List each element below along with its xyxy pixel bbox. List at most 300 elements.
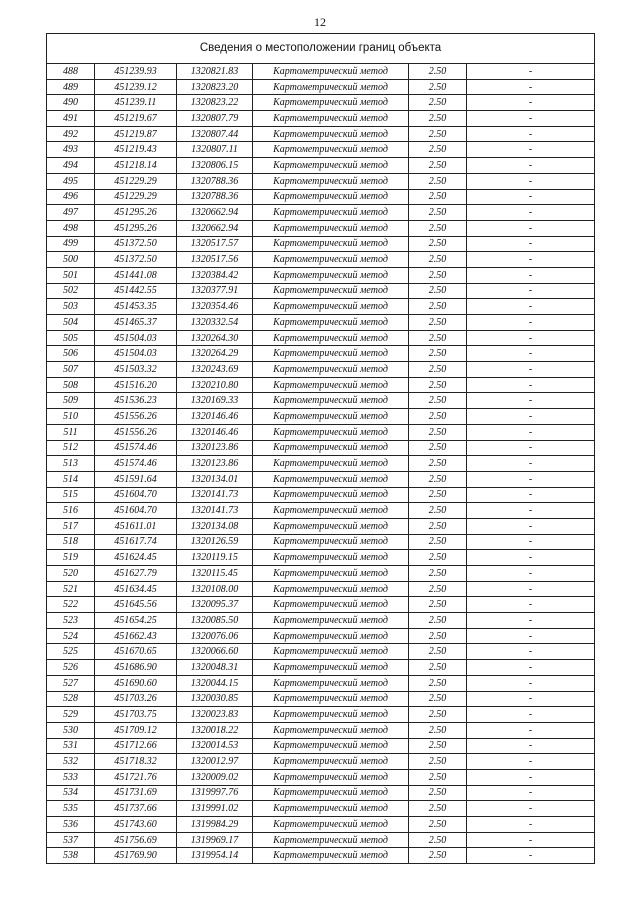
table-row [47, 722, 595, 738]
y-coordinate-cell: 1320377.91 [177, 283, 253, 299]
table-row [47, 173, 595, 189]
accuracy-cell: 2.50 [409, 675, 467, 691]
table-row [47, 644, 595, 660]
method-cell: Картометрический метод [253, 534, 409, 550]
y-coordinate-cell: 1320662.94 [177, 220, 253, 236]
point-number-cell: 531 [47, 738, 95, 754]
x-coordinate-cell: 451604.70 [95, 487, 177, 503]
method-cell: Картометрический метод [253, 581, 409, 597]
accuracy-cell: 2.50 [409, 267, 467, 283]
accuracy-cell: 2.50 [409, 424, 467, 440]
x-coordinate-cell: 451239.93 [95, 64, 177, 80]
point-number-cell: 500 [47, 252, 95, 268]
y-coordinate-cell: 1320126.59 [177, 534, 253, 550]
accuracy-cell: 2.50 [409, 785, 467, 801]
description-cell: - [467, 142, 595, 158]
table-row [47, 518, 595, 534]
table-row [47, 189, 595, 205]
x-coordinate-cell: 451712.66 [95, 738, 177, 754]
accuracy-cell: 2.50 [409, 597, 467, 613]
method-cell: Картометрический метод [253, 79, 409, 95]
y-coordinate-cell: 1320806.15 [177, 158, 253, 174]
x-coordinate-cell: 451604.70 [95, 503, 177, 519]
table-row [47, 142, 595, 158]
y-coordinate-cell: 1320807.11 [177, 142, 253, 158]
description-cell: - [467, 158, 595, 174]
table-row [47, 440, 595, 456]
method-cell: Картометрический метод [253, 471, 409, 487]
y-coordinate-cell: 1320009.02 [177, 769, 253, 785]
table-row [47, 550, 595, 566]
table-row [47, 848, 595, 864]
x-coordinate-cell: 451769.90 [95, 848, 177, 864]
x-coordinate-cell: 451591.64 [95, 471, 177, 487]
point-number-cell: 510 [47, 409, 95, 425]
table-row [47, 205, 595, 221]
method-cell: Картометрический метод [253, 236, 409, 252]
accuracy-cell: 2.50 [409, 158, 467, 174]
x-coordinate-cell: 451737.66 [95, 801, 177, 817]
accuracy-cell: 2.50 [409, 801, 467, 817]
y-coordinate-cell: 1320807.44 [177, 126, 253, 142]
accuracy-cell: 2.50 [409, 409, 467, 425]
x-coordinate-cell: 451453.35 [95, 299, 177, 315]
x-coordinate-cell: 451654.25 [95, 613, 177, 629]
y-coordinate-cell: 1320807.79 [177, 111, 253, 127]
point-number-cell: 535 [47, 801, 95, 817]
x-coordinate-cell: 451219.43 [95, 142, 177, 158]
accuracy-cell: 2.50 [409, 644, 467, 660]
y-coordinate-cell: 1320066.60 [177, 644, 253, 660]
accuracy-cell: 2.50 [409, 95, 467, 111]
method-cell: Картометрический метод [253, 738, 409, 754]
x-coordinate-cell: 451218.14 [95, 158, 177, 174]
point-number-cell: 528 [47, 691, 95, 707]
x-coordinate-cell: 451465.37 [95, 315, 177, 331]
point-number-cell: 515 [47, 487, 95, 503]
table-row [47, 801, 595, 817]
method-cell: Картометрический метод [253, 142, 409, 158]
table-row [47, 534, 595, 550]
method-cell: Картометрический метод [253, 785, 409, 801]
description-cell: - [467, 769, 595, 785]
accuracy-cell: 2.50 [409, 518, 467, 534]
accuracy-cell: 2.50 [409, 126, 467, 142]
point-number-cell: 538 [47, 848, 95, 864]
accuracy-cell: 2.50 [409, 111, 467, 127]
point-number-cell: 507 [47, 362, 95, 378]
description-cell: - [467, 628, 595, 644]
accuracy-cell: 2.50 [409, 566, 467, 582]
description-cell: - [467, 738, 595, 754]
accuracy-cell: 2.50 [409, 848, 467, 864]
y-coordinate-cell: 1320823.22 [177, 95, 253, 111]
table-row [47, 362, 595, 378]
accuracy-cell: 2.50 [409, 346, 467, 362]
y-coordinate-cell: 1319984.29 [177, 817, 253, 833]
x-coordinate-cell: 451574.46 [95, 456, 177, 472]
accuracy-cell: 2.50 [409, 64, 467, 80]
x-coordinate-cell: 451504.03 [95, 346, 177, 362]
table-row [47, 346, 595, 362]
description-cell: - [467, 111, 595, 127]
method-cell: Картометрический метод [253, 424, 409, 440]
point-number-cell: 529 [47, 707, 95, 723]
method-cell: Картометрический метод [253, 566, 409, 582]
method-cell: Картометрический метод [253, 644, 409, 660]
method-cell: Картометрический метод [253, 173, 409, 189]
point-number-cell: 534 [47, 785, 95, 801]
description-cell: - [467, 691, 595, 707]
method-cell: Картометрический метод [253, 346, 409, 362]
method-cell: Картометрический метод [253, 613, 409, 629]
method-cell: Картометрический метод [253, 440, 409, 456]
accuracy-cell: 2.50 [409, 330, 467, 346]
y-coordinate-cell: 1320119.15 [177, 550, 253, 566]
x-coordinate-cell: 451372.50 [95, 252, 177, 268]
accuracy-cell: 2.50 [409, 581, 467, 597]
x-coordinate-cell: 451703.75 [95, 707, 177, 723]
table-row [47, 754, 595, 770]
description-cell: - [467, 409, 595, 425]
accuracy-cell: 2.50 [409, 769, 467, 785]
method-cell: Картометрический метод [253, 409, 409, 425]
table-row [47, 675, 595, 691]
x-coordinate-cell: 451536.23 [95, 393, 177, 409]
accuracy-cell: 2.50 [409, 628, 467, 644]
table-row [47, 315, 595, 331]
y-coordinate-cell: 1320095.37 [177, 597, 253, 613]
description-cell: - [467, 534, 595, 550]
x-coordinate-cell: 451229.29 [95, 173, 177, 189]
method-cell: Картометрический метод [253, 660, 409, 676]
x-coordinate-cell: 451718.32 [95, 754, 177, 770]
accuracy-cell: 2.50 [409, 738, 467, 754]
x-coordinate-cell: 451372.50 [95, 236, 177, 252]
accuracy-cell: 2.50 [409, 252, 467, 268]
description-cell: - [467, 597, 595, 613]
x-coordinate-cell: 451556.26 [95, 424, 177, 440]
method-cell: Картометрический метод [253, 597, 409, 613]
x-coordinate-cell: 451690.60 [95, 675, 177, 691]
description-cell: - [467, 613, 595, 629]
description-cell: - [467, 660, 595, 676]
y-coordinate-cell: 1320048.31 [177, 660, 253, 676]
table-row [47, 613, 595, 629]
point-number-cell: 526 [47, 660, 95, 676]
table-row [47, 707, 595, 723]
x-coordinate-cell: 451574.46 [95, 440, 177, 456]
point-number-cell: 511 [47, 424, 95, 440]
description-cell: - [467, 440, 595, 456]
x-coordinate-cell: 451709.12 [95, 722, 177, 738]
accuracy-cell: 2.50 [409, 707, 467, 723]
accuracy-cell: 2.50 [409, 362, 467, 378]
y-coordinate-cell: 1319969.17 [177, 832, 253, 848]
table-row [47, 409, 595, 425]
x-coordinate-cell: 451731.69 [95, 785, 177, 801]
table-row [47, 660, 595, 676]
point-number-cell: 502 [47, 283, 95, 299]
point-number-cell: 490 [47, 95, 95, 111]
table-row [47, 95, 595, 111]
description-cell: - [467, 707, 595, 723]
accuracy-cell: 2.50 [409, 299, 467, 315]
description-cell: - [467, 817, 595, 833]
accuracy-cell: 2.50 [409, 440, 467, 456]
table-row [47, 111, 595, 127]
description-cell: - [467, 220, 595, 236]
point-number-cell: 491 [47, 111, 95, 127]
table-row [47, 252, 595, 268]
method-cell: Картометрический метод [253, 111, 409, 127]
point-number-cell: 494 [47, 158, 95, 174]
y-coordinate-cell: 1320243.69 [177, 362, 253, 378]
point-number-cell: 536 [47, 817, 95, 833]
x-coordinate-cell: 451229.29 [95, 189, 177, 205]
description-cell: - [467, 550, 595, 566]
description-cell: - [467, 581, 595, 597]
description-cell: - [467, 424, 595, 440]
table-row [47, 487, 595, 503]
y-coordinate-cell: 1320332.54 [177, 315, 253, 331]
y-coordinate-cell: 1320821.83 [177, 64, 253, 80]
table-row [47, 267, 595, 283]
accuracy-cell: 2.50 [409, 691, 467, 707]
y-coordinate-cell: 1320662.94 [177, 205, 253, 221]
x-coordinate-cell: 451743.60 [95, 817, 177, 833]
method-cell: Картометрический метод [253, 189, 409, 205]
method-cell: Картометрический метод [253, 550, 409, 566]
accuracy-cell: 2.50 [409, 79, 467, 95]
y-coordinate-cell: 1320354.46 [177, 299, 253, 315]
description-cell: - [467, 801, 595, 817]
method-cell: Картометрический метод [253, 487, 409, 503]
y-coordinate-cell: 1320517.56 [177, 252, 253, 268]
accuracy-cell: 2.50 [409, 283, 467, 299]
x-coordinate-cell: 451670.65 [95, 644, 177, 660]
method-cell: Картометрический метод [253, 283, 409, 299]
y-coordinate-cell: 1320141.73 [177, 487, 253, 503]
table-row [47, 738, 595, 754]
table-row [47, 220, 595, 236]
point-number-cell: 498 [47, 220, 95, 236]
method-cell: Картометрический метод [253, 675, 409, 691]
x-coordinate-cell: 451239.11 [95, 95, 177, 111]
x-coordinate-cell: 451219.67 [95, 111, 177, 127]
description-cell: - [467, 377, 595, 393]
x-coordinate-cell: 451756.69 [95, 832, 177, 848]
y-coordinate-cell: 1320018.22 [177, 722, 253, 738]
method-cell: Картометрический метод [253, 315, 409, 331]
table-row [47, 283, 595, 299]
method-cell: Картометрический метод [253, 769, 409, 785]
point-number-cell: 530 [47, 722, 95, 738]
table-row [47, 424, 595, 440]
y-coordinate-cell: 1320210.80 [177, 377, 253, 393]
x-coordinate-cell: 451503.32 [95, 362, 177, 378]
table-row [47, 456, 595, 472]
table-row [47, 566, 595, 582]
description-cell: - [467, 267, 595, 283]
y-coordinate-cell: 1320146.46 [177, 424, 253, 440]
y-coordinate-cell: 1320788.36 [177, 189, 253, 205]
method-cell: Картометрический метод [253, 754, 409, 770]
accuracy-cell: 2.50 [409, 205, 467, 221]
y-coordinate-cell: 1319954.14 [177, 848, 253, 864]
y-coordinate-cell: 1320264.30 [177, 330, 253, 346]
description-cell: - [467, 205, 595, 221]
y-coordinate-cell: 1320076.06 [177, 628, 253, 644]
method-cell: Картометрический метод [253, 707, 409, 723]
y-coordinate-cell: 1320115.45 [177, 566, 253, 582]
accuracy-cell: 2.50 [409, 550, 467, 566]
point-number-cell: 527 [47, 675, 95, 691]
y-coordinate-cell: 1319991.02 [177, 801, 253, 817]
method-cell: Картометрический метод [253, 252, 409, 268]
point-number-cell: 488 [47, 64, 95, 80]
point-number-cell: 519 [47, 550, 95, 566]
table-row [47, 393, 595, 409]
method-cell: Картометрический метод [253, 377, 409, 393]
point-number-cell: 505 [47, 330, 95, 346]
point-number-cell: 504 [47, 315, 95, 331]
description-cell: - [467, 236, 595, 252]
x-coordinate-cell: 451504.03 [95, 330, 177, 346]
description-cell: - [467, 362, 595, 378]
accuracy-cell: 2.50 [409, 722, 467, 738]
point-number-cell: 516 [47, 503, 95, 519]
accuracy-cell: 2.50 [409, 487, 467, 503]
boundary-coordinates-table [46, 33, 595, 864]
x-coordinate-cell: 451662.43 [95, 628, 177, 644]
method-cell: Картометрический метод [253, 205, 409, 221]
description-cell: - [467, 503, 595, 519]
method-cell: Картометрический метод [253, 220, 409, 236]
table-row [47, 126, 595, 142]
x-coordinate-cell: 451295.26 [95, 220, 177, 236]
table-row [47, 330, 595, 346]
method-cell: Картометрический метод [253, 95, 409, 111]
accuracy-cell: 2.50 [409, 471, 467, 487]
description-cell: - [467, 675, 595, 691]
description-cell: - [467, 848, 595, 864]
description-cell: - [467, 64, 595, 80]
x-coordinate-cell: 451627.79 [95, 566, 177, 582]
x-coordinate-cell: 451295.26 [95, 205, 177, 221]
table-body [47, 64, 595, 864]
table-title: Сведения о местоположении границ объекта [47, 34, 595, 64]
description-cell: - [467, 189, 595, 205]
point-number-cell: 514 [47, 471, 95, 487]
y-coordinate-cell: 1320044.15 [177, 675, 253, 691]
point-number-cell: 525 [47, 644, 95, 660]
accuracy-cell: 2.50 [409, 142, 467, 158]
y-coordinate-cell: 1320788.36 [177, 173, 253, 189]
y-coordinate-cell: 1320264.29 [177, 346, 253, 362]
x-coordinate-cell: 451516.20 [95, 377, 177, 393]
table-row [47, 581, 595, 597]
description-cell: - [467, 126, 595, 142]
x-coordinate-cell: 451634.45 [95, 581, 177, 597]
method-cell: Картометрический метод [253, 362, 409, 378]
y-coordinate-cell: 1320123.86 [177, 456, 253, 472]
table-row [47, 64, 595, 80]
x-coordinate-cell: 451617.74 [95, 534, 177, 550]
point-number-cell: 506 [47, 346, 95, 362]
table-row [47, 79, 595, 95]
method-cell: Картометрический метод [253, 628, 409, 644]
y-coordinate-cell: 1320030.85 [177, 691, 253, 707]
description-cell: - [467, 252, 595, 268]
accuracy-cell: 2.50 [409, 315, 467, 331]
table-row [47, 236, 595, 252]
method-cell: Картометрический метод [253, 299, 409, 315]
page-number: 12 [314, 15, 326, 29]
accuracy-cell: 2.50 [409, 534, 467, 550]
y-coordinate-cell: 1320146.46 [177, 409, 253, 425]
method-cell: Картометрический метод [253, 456, 409, 472]
y-coordinate-cell: 1320823.20 [177, 79, 253, 95]
point-number-cell: 499 [47, 236, 95, 252]
table-row [47, 158, 595, 174]
table-row [47, 471, 595, 487]
point-number-cell: 497 [47, 205, 95, 221]
y-coordinate-cell: 1320108.00 [177, 581, 253, 597]
x-coordinate-cell: 451721.76 [95, 769, 177, 785]
description-cell: - [467, 346, 595, 362]
x-coordinate-cell: 451239.12 [95, 79, 177, 95]
method-cell: Картометрический метод [253, 832, 409, 848]
table-row [47, 503, 595, 519]
description-cell: - [467, 722, 595, 738]
accuracy-cell: 2.50 [409, 236, 467, 252]
point-number-cell: 512 [47, 440, 95, 456]
accuracy-cell: 2.50 [409, 503, 467, 519]
description-cell: - [467, 79, 595, 95]
method-cell: Картометрический метод [253, 330, 409, 346]
x-coordinate-cell: 451703.26 [95, 691, 177, 707]
accuracy-cell: 2.50 [409, 173, 467, 189]
accuracy-cell: 2.50 [409, 613, 467, 629]
table-row [47, 817, 595, 833]
x-coordinate-cell: 451686.90 [95, 660, 177, 676]
table-row [47, 597, 595, 613]
method-cell: Картометрический метод [253, 848, 409, 864]
method-cell: Картометрический метод [253, 518, 409, 534]
table-row [47, 785, 595, 801]
method-cell: Картометрический метод [253, 691, 409, 707]
y-coordinate-cell: 1320517.57 [177, 236, 253, 252]
y-coordinate-cell: 1320023.83 [177, 707, 253, 723]
method-cell: Картометрический метод [253, 503, 409, 519]
point-number-cell: 492 [47, 126, 95, 142]
description-cell: - [467, 471, 595, 487]
description-cell: - [467, 832, 595, 848]
description-cell: - [467, 566, 595, 582]
description-cell: - [467, 456, 595, 472]
method-cell: Картометрический метод [253, 722, 409, 738]
method-cell: Картометрический метод [253, 64, 409, 80]
method-cell: Картометрический метод [253, 158, 409, 174]
x-coordinate-cell: 451442.55 [95, 283, 177, 299]
description-cell: - [467, 283, 595, 299]
y-coordinate-cell: 1320169.33 [177, 393, 253, 409]
point-number-cell: 501 [47, 267, 95, 283]
description-cell: - [467, 299, 595, 315]
description-cell: - [467, 754, 595, 770]
method-cell: Картометрический метод [253, 801, 409, 817]
